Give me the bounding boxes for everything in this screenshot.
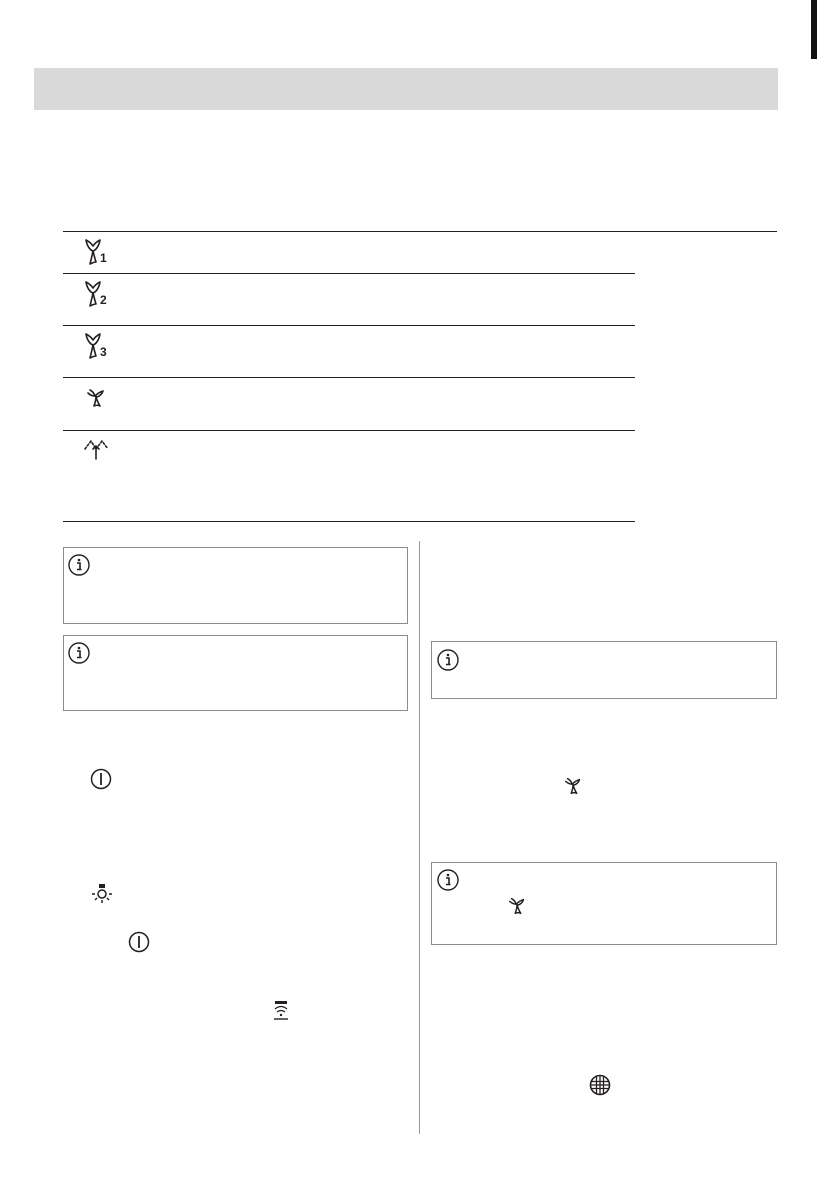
table-row — [63, 378, 635, 430]
page-edge-tab — [811, 0, 817, 59]
table-row — [63, 232, 635, 273]
speed-digit: 2 — [100, 293, 107, 307]
table-row — [63, 431, 635, 521]
info-note-box — [431, 862, 777, 945]
fan-boost-icon — [563, 775, 585, 797]
speed-digit: 1 — [100, 251, 107, 265]
light-icon — [90, 883, 114, 907]
on-off-icon — [90, 768, 112, 790]
fan-speed-2-icon — [83, 280, 123, 310]
table-row — [63, 326, 635, 377]
info-note-box — [431, 641, 777, 699]
fan-speed-3-icon — [83, 332, 123, 362]
table-bottom-rule — [63, 521, 635, 522]
info-note-box — [63, 547, 408, 624]
fan-boost-icon — [507, 895, 529, 917]
table-row — [63, 274, 635, 325]
section-header-band — [34, 68, 778, 110]
info-icon — [437, 869, 459, 891]
column-divider — [419, 541, 420, 1134]
info-icon — [68, 642, 90, 664]
info-icon — [68, 554, 90, 576]
speed-digit: 3 — [100, 345, 107, 359]
info-note-box — [63, 635, 408, 711]
on-off-icon — [128, 931, 150, 953]
fan-speed-1-icon — [83, 238, 123, 268]
grease-filter-icon — [589, 1074, 611, 1096]
info-icon — [437, 649, 459, 671]
remote-hob-icon — [271, 1000, 291, 1020]
steam-sensor-icon — [83, 437, 123, 467]
fan-boost-icon — [85, 386, 125, 416]
